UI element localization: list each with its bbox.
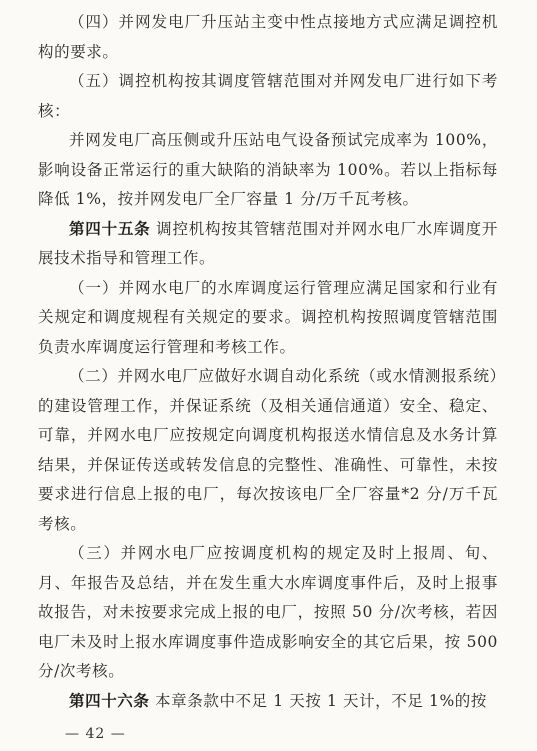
document-body <box>38 8 498 716</box>
paragraph-item-3-reports <box>38 539 498 687</box>
paragraph-item-4-grounding <box>38 8 498 67</box>
paragraph-text: （三）并网水电厂应按调度机构的规定及时上报周、旬、月、年报告及总结，并在发生重大水库调度事件后，及时上报事故报告，对未按要求完成上报的电厂，按照 50 分/次考核，若因电厂未及时上报水库调度事件造成影响安全的其它后果，按 500 分/次考核。 <box>38 544 498 680</box>
article-heading: 第四十六条 <box>69 691 150 710</box>
paragraph-text: （五）调控机构按其调度管辖范围对并网发电厂进行如下考核： <box>38 72 498 120</box>
paragraph-text: 本章条款中不足 1 天按 1 天计，不足 1%的按 <box>155 691 487 710</box>
paragraph-pretest-rate <box>38 126 498 215</box>
paragraph-text: 调控机构按其管辖范围对并网水电厂水库调度开展技术指导和管理工作。 <box>38 219 498 267</box>
paragraph-text: （四）并网发电厂升压站主变中性点接地方式应满足调控机构的要求。 <box>38 13 498 61</box>
paragraph-item-1-reservoir <box>38 274 498 363</box>
paragraph-item-2-automation <box>38 362 498 539</box>
paragraph-text: 并网发电厂高压侧或升压站电气设备预试完成率为 100%，影响设备正常运行的重大缺陷的消缺率为 100%。若以上指标每降低 1%，按并网发电厂全厂容量 1 分/万千瓦考核。 <box>38 131 498 208</box>
page-number: — 42 — <box>65 726 126 742</box>
paragraph-text: （二）并网水电厂应做好水调自动化系统（或水情测报系统）的建设管理工作，并保证系统（及相关通信通道）安全、稳定、可靠，并网水电厂应按规定向调度机构报送水情信息及水务计算结果，并保证传送或转发信息的完整性、准确性、可靠性，未按要求进行信息上报的电厂，每次按该电厂全厂容量*2 分/万千瓦考核。 <box>38 367 498 533</box>
article-46 <box>38 687 498 717</box>
article-45 <box>38 215 498 274</box>
paragraph-item-5-assessment <box>38 67 498 126</box>
paragraph-text: （一）并网水电厂的水库调度运行管理应满足国家和行业有关规定和调度规程有关规定的要求。调控机构按照调度管辖范围负责水库调度运行管理和考核工作。 <box>38 278 498 356</box>
article-heading: 第四十五条 <box>69 219 151 238</box>
